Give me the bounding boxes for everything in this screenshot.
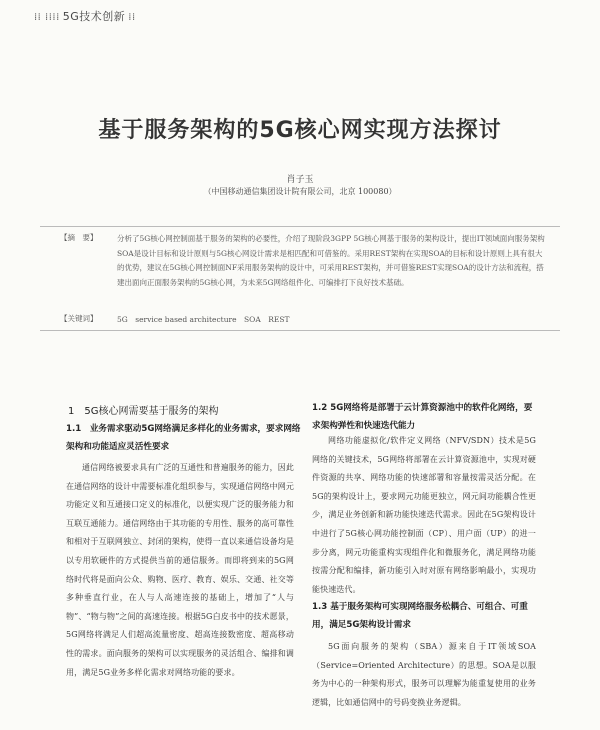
body-paragraph: 5G面向服务的架构（SBA）源来自于IT领域SOA（Service=Oriented Architecture）的思想。SOA是以服务为中心的一种架构形式，服务可以理解为能重复使用的业务逻辑，比如通信网中的号码变换业务逻辑。 (312, 642, 536, 707)
journal-section-name: 5G技术创新 (62, 10, 126, 23)
divider (40, 226, 560, 227)
paper-title: 基于服务架构的5G核心网实现方法探讨 (98, 118, 502, 143)
header-decoration-icon: ⁞⁞ (128, 12, 136, 23)
section-heading: 1 5G核心网需要基于服务的架构 (68, 406, 219, 417)
header-decoration-icon: ⁞⁞ ⁞⁞⁞⁞ (34, 12, 60, 23)
abstract-text: 分析了5G核心网控制面基于服务的架构的必要性，介绍了现阶段3GPP 5G核心网基于服务的架构设计，提出IT领域面向服务架构SOA是设计目标和设计原则与5G核心网设计需求是相匹配和可借鉴的。采用REST架构在实现SOA的目标和设计原则上具有很大的优势，建议在5G核心网控制面NF采用服务架构的设计中，可采用REST架构，并可借鉴REST实现SOA的设计方法和流程，搭建出面向正面服务架构的5G核心网，为未来5G网络组件化、可编排打下良好技术基础。 (117, 234, 545, 287)
keywords-text: 5G service based architecture SOA REST (117, 315, 290, 324)
subsection-heading: 1.2 5G网络将是部署于云计算资源池中的软件化网络，要求架构弹性和快速迭代能力 (312, 403, 533, 431)
body-paragraph: 网络功能虚拟化/软件定义网络（NFV/SDN）技术是5G网络的关键技术，5G网络将部署在云计算资源池中，实现对硬件资源的共享、网络功能的快速部署和容量按需灵活分配。在5G的架构设计上，要求网元功能更独立，网元间功能耦合性更少，满足业务创新和新功能快速迭代需求。因此在5G架构设计中进行了5G核心网功能控制面（CP）、用户面（UP）的进一步分离，网元功能重构实现组件化和微服务化，满足网络功能按需分配和编排，新功能引入时对原有网络影响最小，实现功能快速迭代。 (312, 436, 536, 594)
subsection-heading: 1.3 基于服务架构可实现网络服务松耦合、可组合、可重用，满足5G架构设计需求 (312, 602, 528, 630)
divider (40, 330, 560, 331)
journal-header (34, 8, 136, 24)
keywords-label: 【关键词】 (60, 314, 98, 323)
author: 肖子玉 (286, 175, 314, 185)
abstract-label: 【摘 要】 (60, 233, 98, 242)
subsection-heading: 1.1 业务需求驱动5G网络满足多样化的业务需求，要求网络架构和功能适应灵活性要求 (66, 424, 301, 452)
affiliation: （中国移动通信集团设计院有限公司，北京 100080） (203, 187, 397, 196)
body-paragraph: 通信网络被要求具有广泛的互通性和普遍服务的能力，因此在通信网络的设计中需要标准化组织参与，实现通信网络中网元功能定义和互通接口定义的标准化，以便实现广泛的服务能力和互联互通能力。通信网络由于其功能的专用性、服务的高可靠性和相对于互联网独立、封闭的架构，使得一直以来通信设备均是以专用软硬件的方式提供当前的通信服务。而即将到来的5G网络时代将是面向公众、购物、医疗、教育、娱乐、交通、社交等多种垂直行业，在人与人高速连接的基础上，增加了“人与物”、“物与物”之间的高速连接。根据5G白皮书中的技术愿景，5G网络将满足人们超高流量密度、超高连接数密度、超高移动性的需求。面向服务的架构可以实现服务的灵活组合、编排和调用，满足5G业务多样化需求对网络功能的要求。 (66, 463, 294, 677)
